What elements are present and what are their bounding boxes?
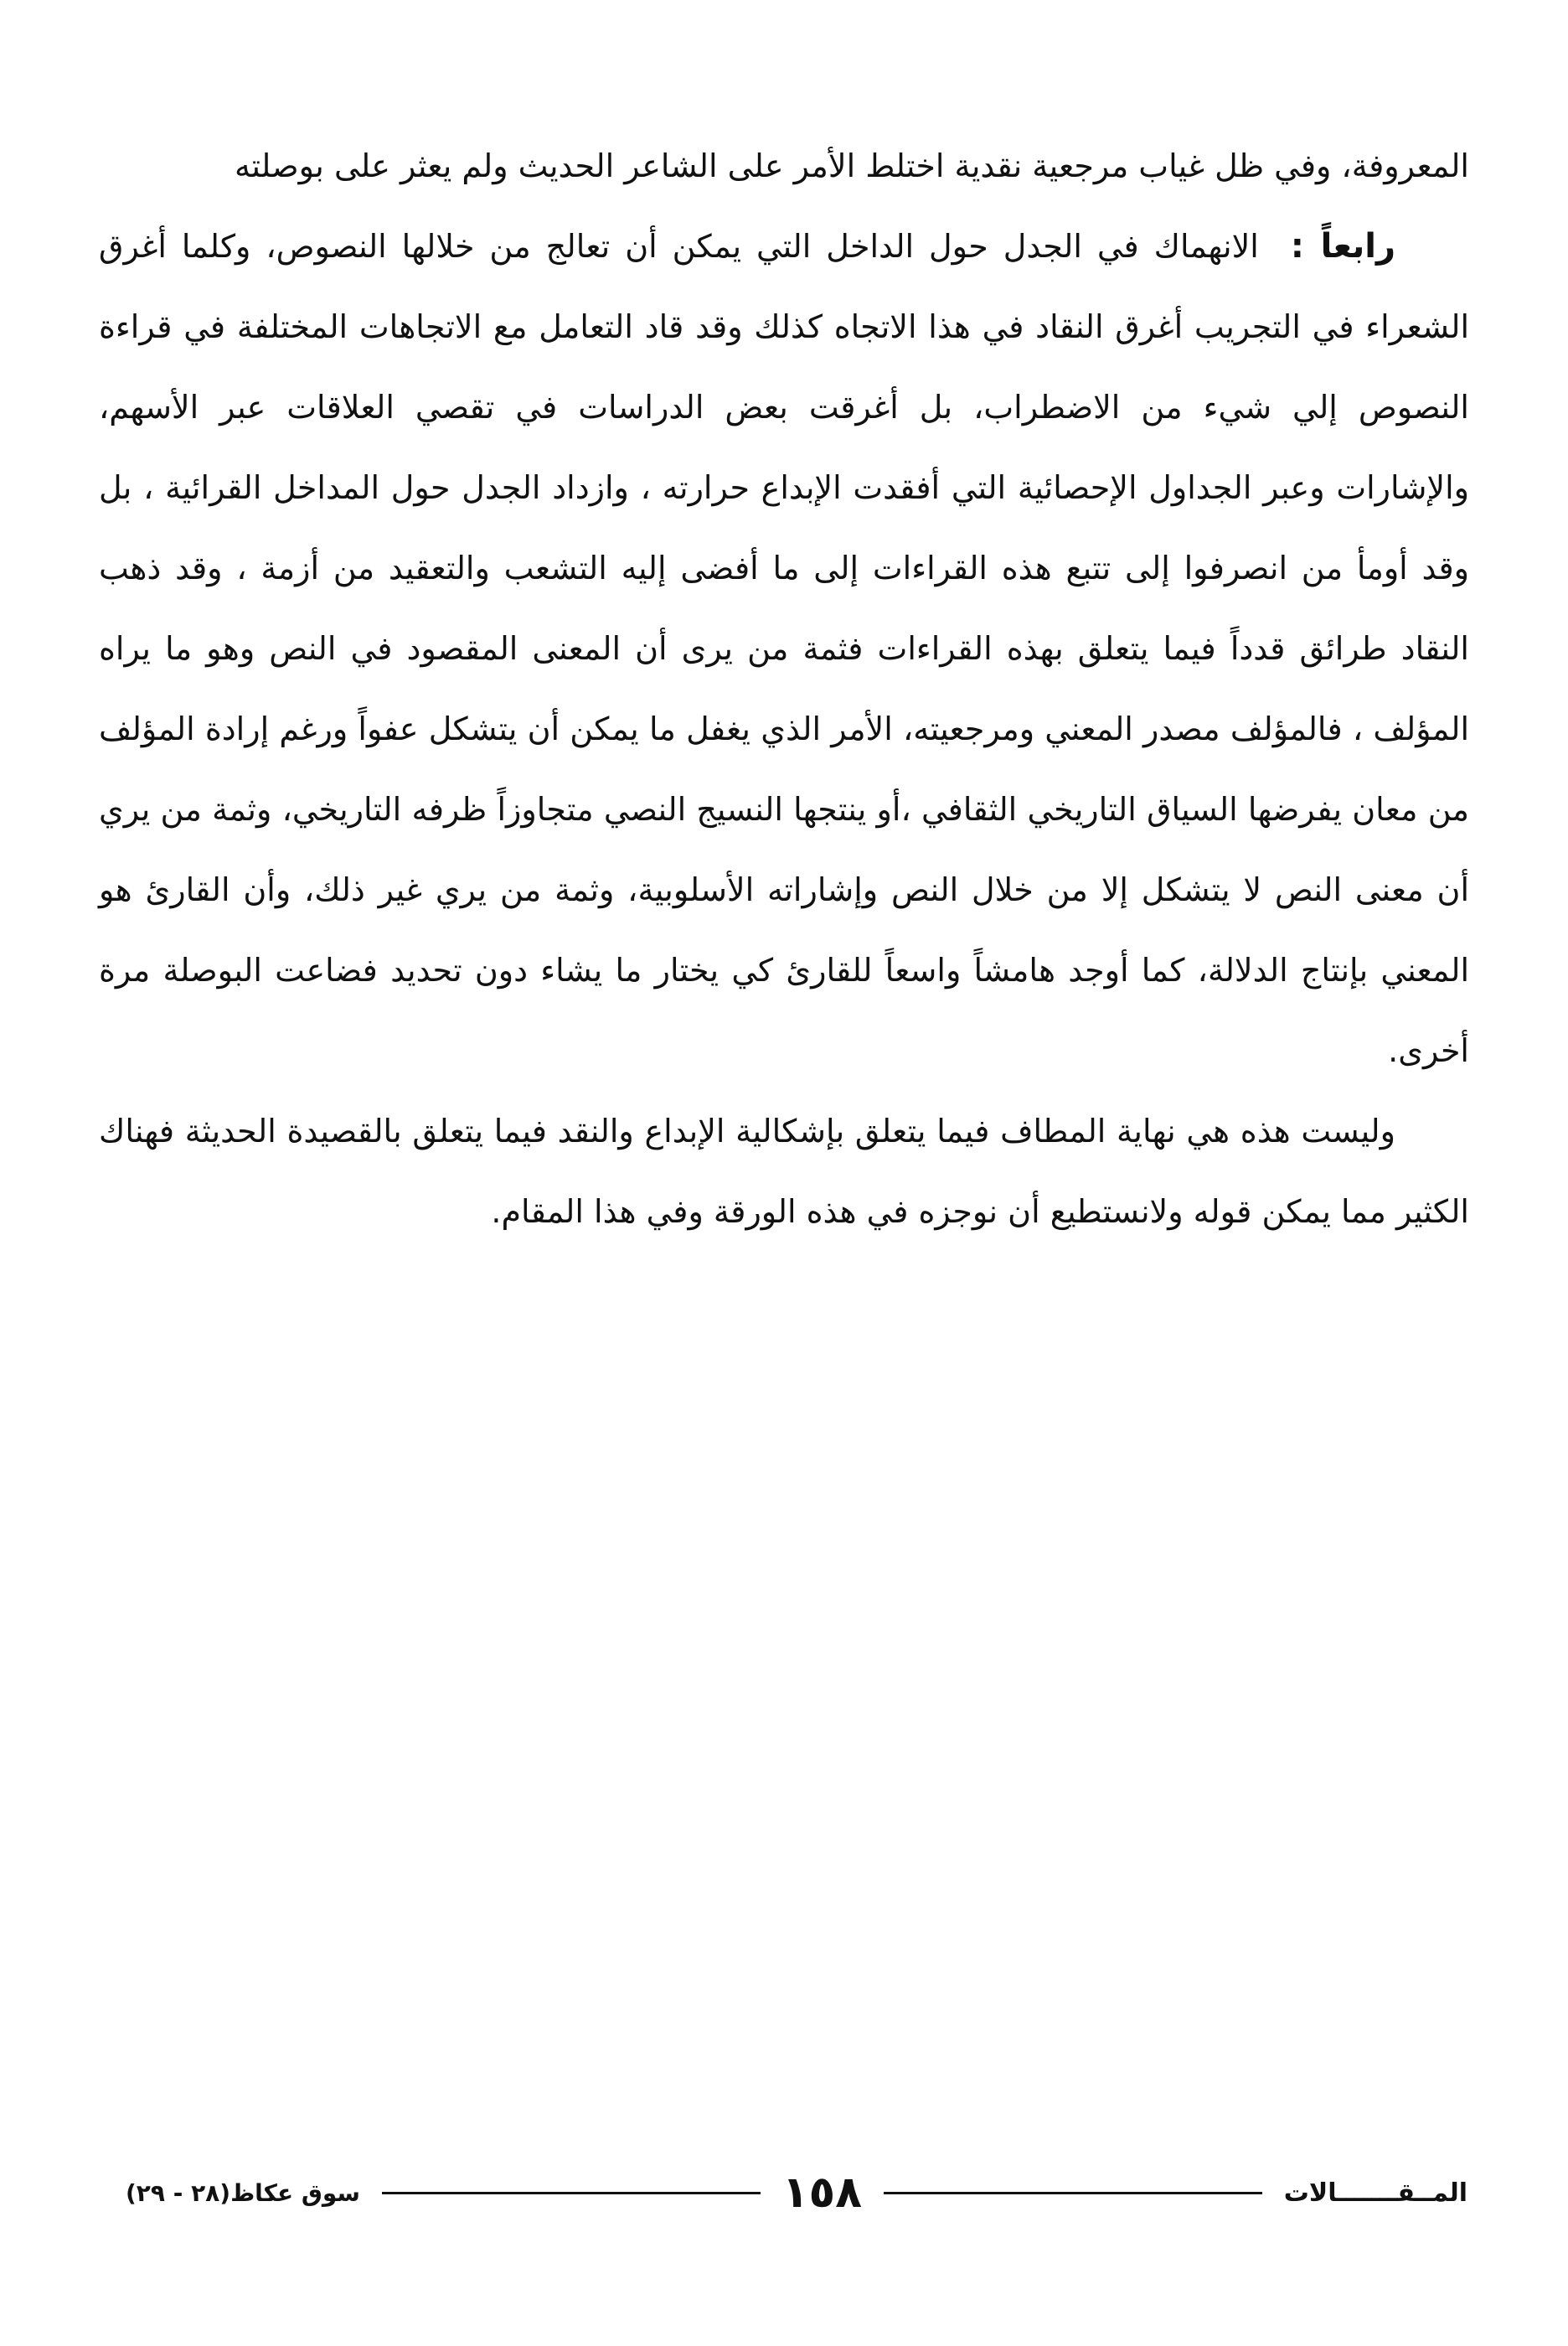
footer-journal-title: سوق عكاظ(٢٨ - ٢٩) xyxy=(125,2178,360,2207)
paragraph-1: المعروفة، وفي ظل غياب مرجعية نقدية اختلط الأمر على الشاعر الحديث ولم يعثر على بوصلته xyxy=(234,147,1469,184)
paragraph-3: وليست هذه هي نهاية المطاف فيما يتعلق بإشكالية الإبداع والنقد فيما يتعلق بالقصيدة الحديثة فهناك الكثير مما يمكن قوله ولانستطيع أن نوجزه في هذه الورقة وفي هذا المقام. xyxy=(99,1113,1469,1230)
paragraph-2 xyxy=(99,206,1469,1091)
footer-rule-right xyxy=(884,2192,1262,2194)
paragraph-2-text: الانهماك في الجدل حول الداخل التي يمكن أن تعالج من خلالها النصوص، وكلما أغرق الشعراء في التجريب أغرق النقاد في هذا الاتجاه كذلك وقد قاد التعامل مع الاتجاهات المختلفة في قراءة النصوص إلي شيء من الاضطراب، بل أغرقت بعض الدراسات في تقصي العلاقات عبر الأسهم، والإشارات وعبر الجداول الإحصائية التي أفقدت الإبداع حرارته ، وازداد الجدل حول المداخل القرائية ، بل وقد أومأ من انصرفوا إلى تتبع هذه القراءات إلى ما أفضى إليه التشعب والتعقيد من أزمة ، وقد ذهب النقاد طرائق قدداً فيما يتعلق بهذه القراءات فثمة من يرى أن المعنى المقصود في النص وهو ما يراه المؤلف ، فالمؤلف مصدر المعني ومرجعيته، الأمر الذي يغفل ما يمكن أن يتشكل عفواً ورغم إرادة المؤلف من معان يفرضها السياق التاريخي الثقافي ،أو ينتجها النسيج النصي متجاوزاً ظرفه التاريخي، وثمة من يري أن معنى النص لا يتشكل إلا من خلال النص وإشاراته الأسلوبية، وثمة من يري غير ذلك، وأن القارئ هو المعني بإنتاج الدلالة، كما أوجد هامشاً واسعاً للقارئ كي يختار ما يشاء دون تحديد فضاعت البوصلة مرة أخرى. xyxy=(99,228,1469,1069)
section-label-fourth: رابعاً : xyxy=(1290,227,1395,266)
footer-rule-left xyxy=(382,2192,761,2194)
body-text xyxy=(99,126,1469,1252)
page-number: ١٥٨ xyxy=(781,2168,862,2218)
page-footer xyxy=(125,2168,1467,2218)
footer-section-title: المــقـــــــالات xyxy=(1283,2178,1467,2208)
